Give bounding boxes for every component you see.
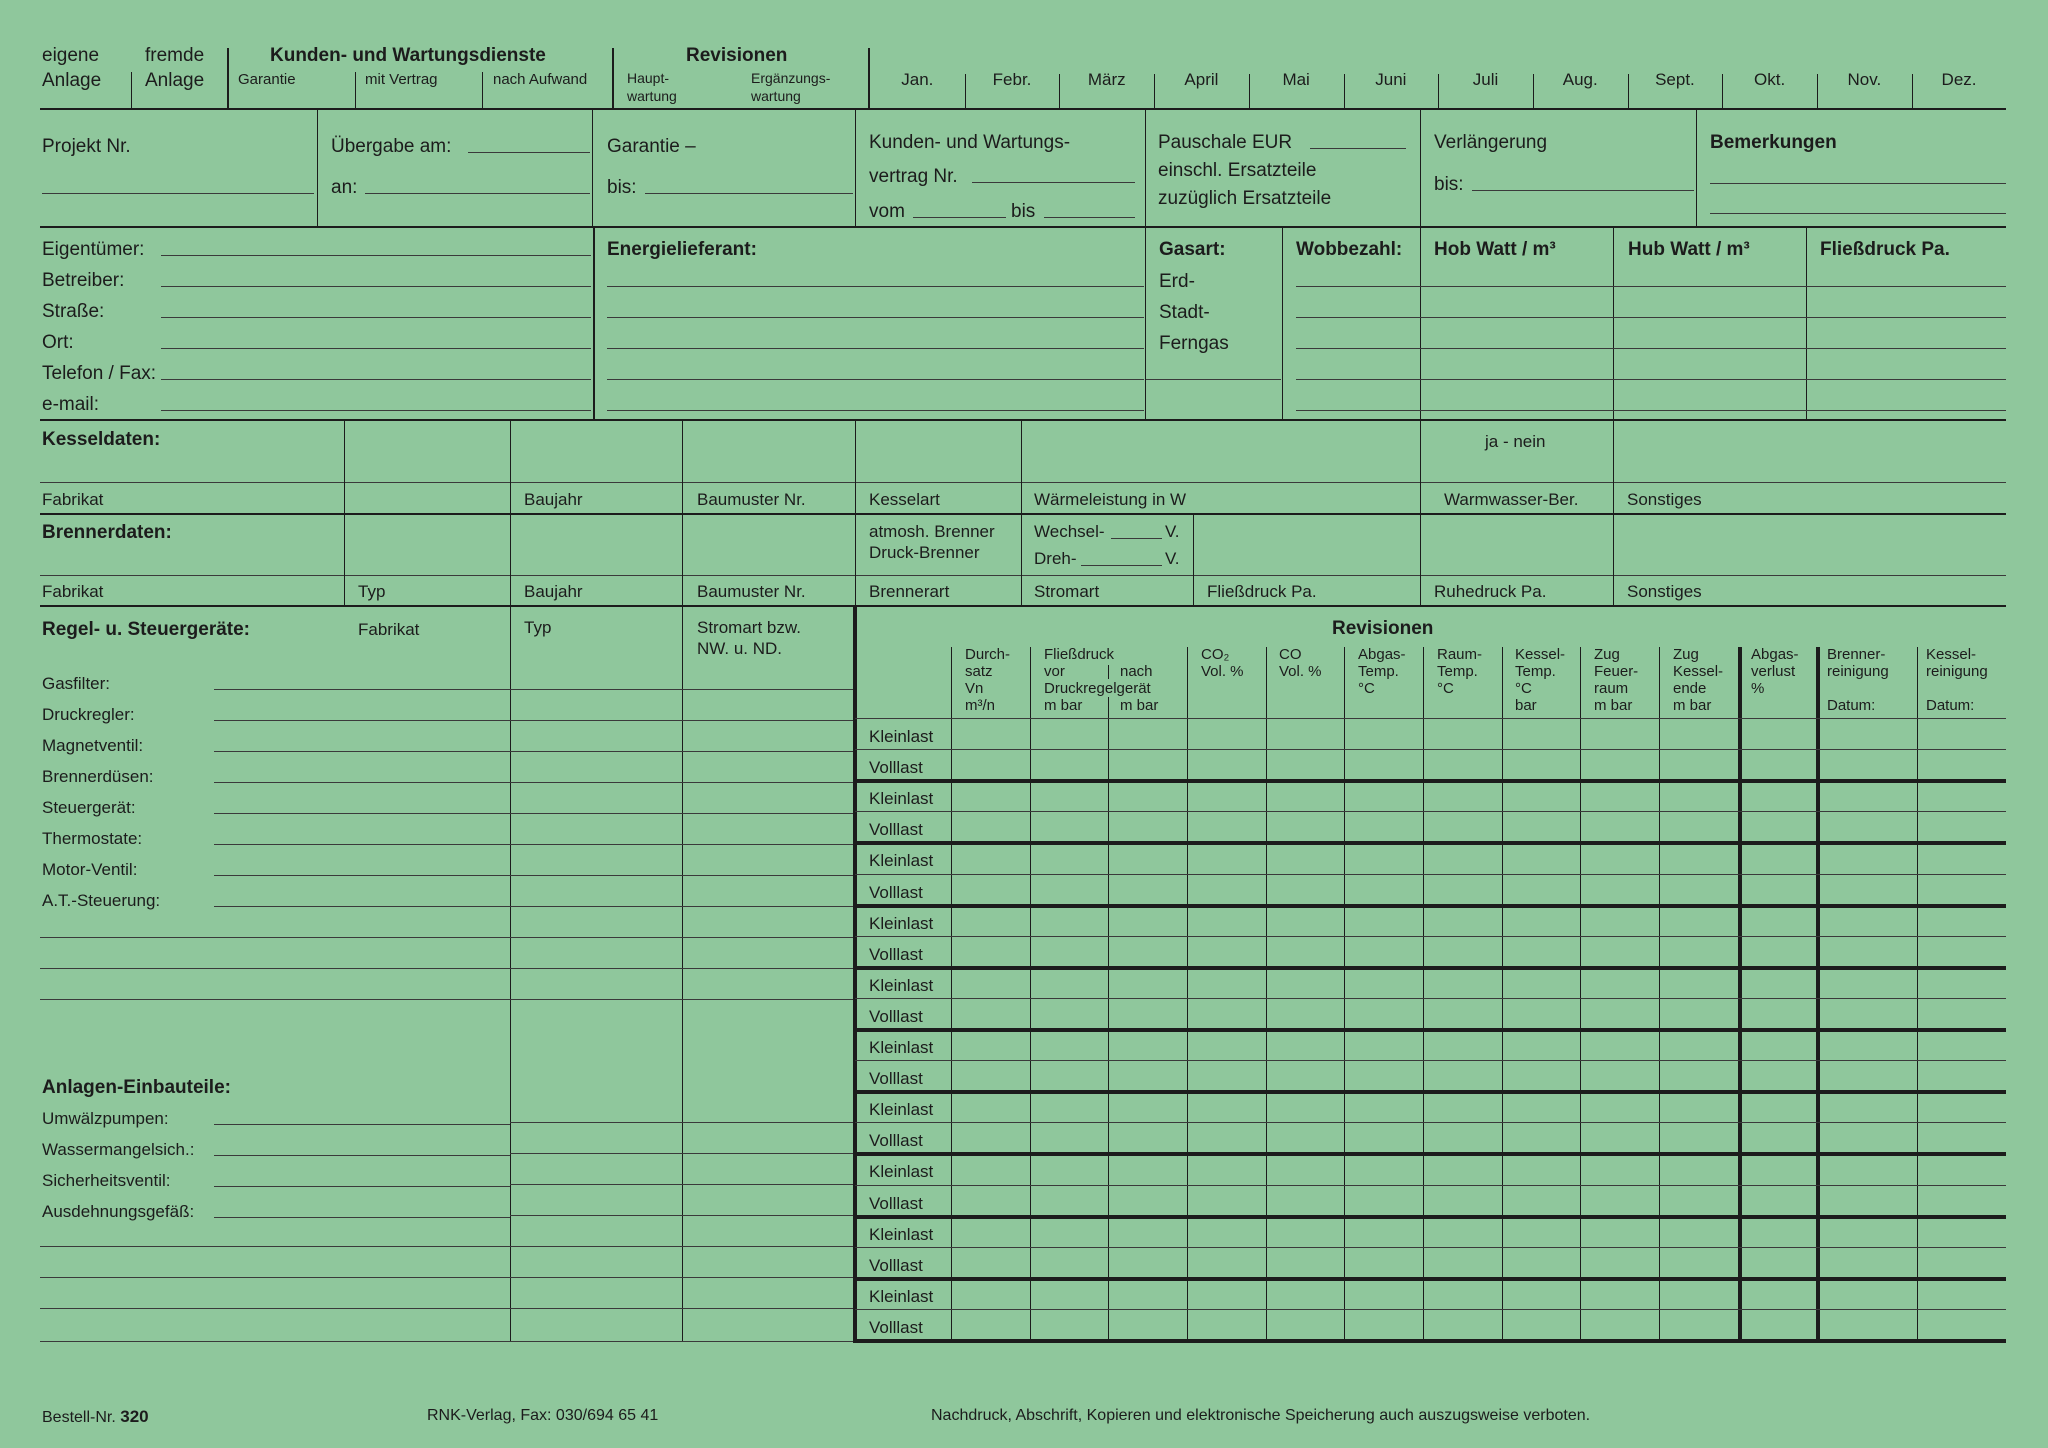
regel-grid-line [510, 782, 855, 783]
revisionen-column-line [1030, 647, 1031, 1341]
bemerkungen-title: Bemerkungen [1710, 132, 1837, 153]
verlaengerung-label: Verlängerung [1434, 132, 1548, 153]
regel-stromart-label: Stromart bzw. [697, 618, 801, 637]
bestell-number: 320 [120, 1407, 149, 1426]
brennerdaten-title: Brennerdaten: [42, 522, 172, 543]
revisionen-row-label: Kleinlast [869, 913, 934, 933]
revisionen-row-divider [855, 966, 2006, 970]
kessel-baumuster-label: Baumuster Nr. [697, 490, 806, 509]
projekt-nr-label: Projekt Nr. [42, 136, 131, 157]
regel-item-line[interactable] [214, 813, 510, 814]
month-label: Juli [1472, 70, 1499, 89]
owner-field-label: Betreiber: [42, 270, 125, 291]
revisionen-column-header: Durch- satz Vn m³/n [965, 646, 1011, 714]
uebergabe-an-label: an: [331, 177, 358, 198]
ja-nein-label: ja - nein [1485, 432, 1546, 451]
revisionen-row-label: Volllast [869, 1193, 923, 1213]
owner-field-label: Telefon / Fax: [42, 363, 157, 384]
revisionen-row-divider [855, 1215, 2006, 1219]
month-label: Jan. [901, 70, 934, 89]
verlaengerung-bis-label: bis: [1434, 174, 1464, 195]
month-label: Dez. [1941, 70, 1977, 89]
revisionen-row-label: Kleinlast [869, 1038, 934, 1057]
blank-line[interactable] [40, 1341, 855, 1342]
druck-brenner-label: Druck-Brenner [869, 543, 980, 562]
month-divider [1817, 74, 1818, 109]
fliessdruck-vor-header: vor Druckregelgerät m bar [1044, 663, 1151, 714]
month-divider [1154, 74, 1155, 109]
vom-bis-label: bis [1011, 201, 1036, 222]
revisionen-row-line [855, 1185, 2006, 1186]
ergaenzungswartung-label: wartung [751, 88, 801, 104]
regel-grid-line [510, 844, 855, 845]
month-divider [1059, 74, 1060, 109]
month-label: Febr. [992, 70, 1032, 89]
revisionen-row-label: Volllast [869, 758, 923, 778]
revisionen-row-label: Volllast [869, 1255, 923, 1275]
revisionen-row-line [855, 1122, 2006, 1123]
owner-field-label: Ort: [42, 332, 74, 353]
anlagen-item-line[interactable] [214, 1186, 510, 1187]
revisionen-column-header: Abgas- Temp. °C [1358, 646, 1406, 697]
garantie-bis-label: bis: [607, 177, 637, 198]
regel-item-line[interactable] [214, 844, 510, 845]
revisionen-column-line [1266, 647, 1267, 1341]
brenner-baumuster-label: Baumuster Nr. [697, 582, 806, 601]
revisionen-row-line [855, 811, 2006, 812]
hauptwartung-label: wartung [627, 88, 677, 104]
fliessdruck-column-header: Fließdruck [1044, 646, 1115, 663]
regel-item-label: Thermostate: [42, 829, 143, 848]
vertrag-nr-label: vertrag Nr. [869, 166, 958, 187]
revisionen-column-header: CO₂ Vol. % [1201, 646, 1244, 680]
month-divider [1533, 74, 1534, 109]
month-label: Okt. [1754, 70, 1786, 89]
gasart-title: Gasart: [1159, 239, 1226, 260]
anlagen-item-line[interactable] [214, 1155, 510, 1156]
kessel-baujahr-label: Baujahr [524, 490, 583, 509]
regel-grid-line [682, 689, 855, 690]
regel-item-label: Druckregler: [42, 705, 135, 724]
month-label: Aug. [1562, 70, 1598, 89]
revisionen-column-line [1502, 647, 1503, 1341]
revisionen-row-label: Kleinlast [869, 1162, 934, 1182]
kunden-vertrag-title: Kunden- und Wartungs- [869, 132, 1071, 153]
haupt-label: Haupt- [627, 70, 670, 86]
revisionen-row-line [855, 1247, 2006, 1248]
revisionen-row-label: Kleinlast [869, 851, 934, 871]
garantie-bis-title: Garantie – [607, 136, 696, 157]
month-label: Mai [1282, 70, 1310, 89]
regel-item-label: Steuergerät: [42, 798, 136, 817]
revisionen-row-line [855, 874, 2006, 875]
owner-field-label: Straße: [42, 301, 105, 322]
kessel-sonstiges-label: Sonstiges [1627, 490, 1702, 509]
anlagen-grid-line [510, 1184, 855, 1185]
verlag-label: RNK-Verlag, Fax: 030/694 65 41 [427, 1407, 659, 1424]
kesseldaten-title: Kesseldaten: [42, 429, 161, 450]
revisionen-column-line [1423, 647, 1424, 1341]
wechsel-v-label: V. [1165, 522, 1180, 541]
blank-line[interactable] [40, 1308, 855, 1309]
revisionen-row-line [855, 998, 2006, 999]
revisionen-row-divider [855, 1028, 2006, 1032]
revisionen-row-label: Kleinlast [869, 975, 934, 995]
revisionen-column-header: Zug Feuer- raum m bar [1594, 646, 1639, 714]
month-label: März [1087, 70, 1126, 89]
wobbezahl-title: Wobbezahl: [1296, 239, 1403, 260]
month-divider [1628, 74, 1629, 109]
blank-line[interactable] [40, 968, 855, 969]
wechsel-label: Wechsel- [1034, 522, 1105, 541]
regel-item-line[interactable] [214, 751, 510, 752]
revisionen-row-label: Volllast [869, 1317, 923, 1337]
revisionen-column-line [1659, 647, 1660, 1341]
ergaenz-label: Ergänzungs- [751, 70, 831, 86]
brenner-baujahr-label: Baujahr [524, 582, 583, 601]
regel-item-line[interactable] [214, 906, 510, 907]
revisionen-row-label: Kleinlast [869, 1100, 934, 1120]
revisionen-row-label: Volllast [869, 944, 923, 964]
vom-label: vom [869, 201, 905, 222]
regel-item-label: Motor-Ventil: [42, 860, 138, 879]
owner-field-line[interactable] [161, 286, 591, 287]
anlagen-grid-line [510, 1122, 855, 1123]
brenner-typ-label: Typ [358, 582, 386, 601]
owner-field-line[interactable] [161, 410, 591, 411]
owner-field-line[interactable] [161, 317, 591, 318]
revisionen-row-label: Kleinlast [869, 789, 934, 809]
anlagen-item-label: Umwälzpumpen: [42, 1109, 169, 1128]
nach-aufwand-label: nach Aufwand [493, 71, 588, 88]
owner-field-line[interactable] [161, 348, 591, 349]
blank-line[interactable] [40, 937, 855, 938]
regel-fabrikat-label: Fabrikat [358, 620, 420, 639]
kessel-fabrikat-label: Fabrikat [42, 490, 104, 509]
dreh-v-label: V. [1165, 549, 1180, 568]
anlagen-grid-line [510, 1215, 855, 1216]
fremde-anlage-label: Anlage [145, 70, 205, 91]
regel-grid-line [510, 875, 855, 876]
gasart-ferngas: Ferngas [1159, 333, 1229, 354]
revisionen-row-label: Kleinlast [869, 1224, 934, 1244]
month-divider [1912, 74, 1913, 109]
garantie-label: Garantie [238, 71, 296, 88]
revisionen-column-line [1108, 697, 1109, 1341]
revisionen-row-divider [855, 904, 2006, 908]
brenner-fabrikat-label: Fabrikat [42, 582, 104, 601]
month-divider [1344, 74, 1345, 109]
waermeleistung-label: Wärmeleistung in W [1034, 490, 1187, 509]
regel-item-line[interactable] [214, 875, 510, 876]
anlagen-item-line[interactable] [214, 1217, 510, 1218]
uebergabe-label: Übergabe am: [331, 136, 452, 157]
anlagen-title: Anlagen-Einbauteile: [42, 1077, 231, 1098]
revisionen-row-line [855, 749, 2006, 750]
revisionen-column-line [1816, 647, 1820, 1341]
kesselart-label: Kesselart [869, 490, 940, 509]
hob-title: Hob Watt / m³ [1434, 239, 1556, 260]
regel-item-line[interactable] [214, 689, 510, 690]
revisionen-column-line [1917, 647, 1918, 1341]
revisionen-column-header: Kessel- reinigung Datum: [1926, 646, 1988, 714]
revisionen-row-divider [855, 1090, 2006, 1094]
einschl-label: einschl. Ersatzteile [1158, 160, 1317, 181]
revisionen-column-header: Zug Kessel- ende m bar [1673, 646, 1724, 714]
revisionen-row-label: Kleinlast [869, 727, 934, 746]
month-divider [965, 74, 966, 109]
regel-grid-line [510, 813, 855, 814]
stromart-label: Stromart [1034, 582, 1100, 601]
revisionen-row-label: Volllast [869, 820, 923, 840]
revisionen-row-line [855, 936, 2006, 937]
blank-line[interactable] [40, 999, 855, 1000]
owner-field-line[interactable] [161, 379, 591, 380]
fliessdruck-nach-header: nach m bar [1120, 663, 1159, 714]
revisionen-column-line [951, 647, 952, 1341]
month-divider [1722, 74, 1723, 109]
fliessdruck-divider [1108, 665, 1109, 679]
revisionen-column-header: Kessel- Temp. °C bar [1515, 646, 1566, 714]
revisionen-row-line [855, 1060, 2006, 1061]
owner-field-line[interactable] [161, 255, 591, 256]
month-label: Juni [1375, 70, 1407, 89]
brennerart-label: Brennerart [869, 582, 950, 601]
bestell-label [42, 1408, 149, 1426]
revisionen-row-divider [855, 1152, 2006, 1156]
revisionen-row-divider [855, 1277, 2006, 1281]
month-label: Sept. [1655, 70, 1695, 89]
regel-title: Regel- u. Steuergeräte: [42, 619, 250, 640]
zuzueglich-label: zuzüglich Ersatzteile [1158, 188, 1332, 209]
ruhedruck-label: Ruhedruck Pa. [1434, 582, 1547, 601]
anlagen-grid-line [510, 1153, 855, 1154]
owner-field-label: Eigentümer: [42, 239, 145, 260]
revisionen-row-label: Kleinlast [869, 1286, 934, 1306]
revisionen-header-line [855, 718, 2006, 719]
regel-item-line[interactable] [214, 720, 510, 721]
anlagen-item-line[interactable] [214, 1124, 510, 1125]
regel-typ-label: Typ [524, 618, 552, 637]
regel-item-label: Magnetventil: [42, 736, 144, 755]
regel-grid-line [510, 906, 855, 907]
revisionen-column-header: Brenner- reinigung Datum: [1827, 646, 1889, 714]
regel-nw-label: NW. u. ND. [697, 639, 783, 658]
revisionen-column-header: Abgas- verlust % [1751, 646, 1799, 697]
eigene-anlage-label: Anlage [42, 70, 102, 91]
gasart-erd: Erd- [1159, 271, 1195, 292]
hub-title: Hub Watt / m³ [1628, 239, 1750, 260]
energielieferant-title: Energielieferant: [607, 239, 757, 260]
revisionen-column-line [1738, 647, 1742, 1341]
regel-item-label: Brennerdüsen: [42, 767, 154, 786]
brenner-fliessdruck-label: Fließdruck Pa. [1207, 582, 1317, 601]
dreh-label: Dreh- [1034, 549, 1077, 568]
revisionen-column-line [1580, 647, 1581, 1341]
regel-item-label: A.T.-Steuerung: [42, 891, 161, 910]
month-label: Nov. [1847, 70, 1882, 89]
regel-grid-line [510, 751, 855, 752]
anlagen-item-label: Sicherheitsventil: [42, 1171, 171, 1190]
fliessdruck-title: Fließdruck Pa. [1820, 239, 1950, 260]
atmosh-brenner-label: atmosh. Brenner [869, 522, 995, 541]
kunden-title: Kunden- und Wartungsdienste [270, 45, 546, 66]
revisionen-row-label: Volllast [869, 1069, 923, 1089]
month-divider [1438, 74, 1439, 109]
regel-item-line[interactable] [214, 782, 510, 783]
pauschale-label: Pauschale EUR [1158, 132, 1293, 153]
revisionen-column-header: CO Vol. % [1279, 646, 1322, 680]
blank-line[interactable] [40, 1246, 855, 1247]
regel-grid-line [510, 720, 855, 721]
revisionen-row-divider [855, 841, 2006, 845]
anlagen-item-label: Wassermangelsich.: [42, 1140, 195, 1159]
bestell-text: Bestell-Nr. [42, 1409, 116, 1426]
month-label: April [1184, 70, 1219, 89]
month-divider [1249, 74, 1250, 109]
fremde-label: fremde [145, 45, 205, 66]
anlagen-item-label: Ausdehnungsgefäß: [42, 1202, 195, 1221]
blank-line[interactable] [40, 1277, 855, 1278]
revisionen-column-header: Raum- Temp. °C [1437, 646, 1483, 697]
revisionen-table-title: Revisionen [1332, 618, 1434, 639]
revisionen-row-label: Volllast [869, 882, 923, 902]
revisionen-row-line [855, 1309, 2006, 1310]
revisionen-header-title: Revisionen [686, 45, 788, 66]
eigene-label: eigene [42, 45, 100, 66]
owner-field-label: e-mail: [42, 394, 100, 415]
revisionen-row-label: Volllast [869, 1006, 923, 1026]
revisionen-column-line [1187, 647, 1188, 1341]
brenner-sonstiges-label: Sonstiges [1627, 582, 1702, 601]
warmwasser-label: Warmwasser-Ber. [1444, 490, 1579, 509]
regel-item-label: Gasfilter: [42, 674, 111, 693]
revisionen-row-label: Volllast [869, 1131, 923, 1151]
mit-vertrag-label: mit Vertrag [365, 71, 438, 88]
nachdruck-label: Nachdruck, Abschrift, Kopieren und elektronische Speicherung auch auszugsweise verboten. [931, 1407, 1591, 1424]
revisionen-row-divider [855, 779, 2006, 783]
gasart-stadt: Stadt- [1159, 302, 1210, 323]
revisionen-column-line [1344, 647, 1345, 1341]
